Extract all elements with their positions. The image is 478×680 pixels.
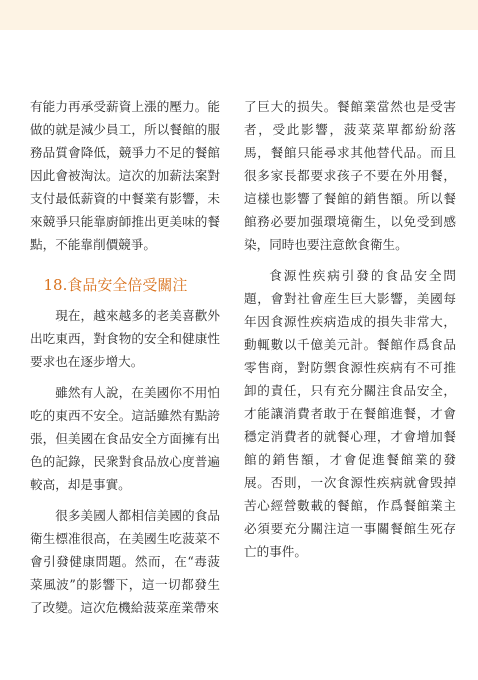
paragraph: 很多美國人都相信美國的食品衛生標准很高，在美國生吃菠菜不會引發健康問題。然而，在“毒菠菜風波”的影響下，這一切都發生了改變。這次危機給菠菜産業帶來 (30, 508, 220, 615)
paragraph-continued: 有能力再承受薪資上漲的壓力。能做的就是減少員工，所以餐館的服務品質會降低，競爭力不足的餐館因此會被淘汰。這次的加薪法案對支付最低薪資的中餐業有影響，未來競爭只能靠廚師推出更美味的餐點，不能靠削價競爭。 (30, 99, 220, 252)
paragraph: 食源性疾病引發的食品安全問題，會對社會産生巨大影響，美國每年因食源性疾病造成的損失非常大，動輒數以千億美元計。餐館作爲食品零售商，對防禦食源性疾病有不可推卸的責任，只有充分關注食品安全，才能讓消費者敢于在餐館進餐，才會穩定消費者的就餐心理，才會增加餐館的銷售額，才會促進餐館業的發展。否則，一次食源性疾病就會毁掉苦心經營數載的餐館，作爲餐館業主必須要充分關注這一事關餐館生死存亡的事件。 (244, 268, 456, 559)
paragraph-continued: 了巨大的损失。餐館業當然也是受害者，受此影響，菠菜菜單都紛紛落馬，餐館只能尋求其他替代品。而且很多家長都要求孩子不要在外用餐，這樣也影響了餐館的銷售額。所以餐館務必要加强環境衛生，以免受到感染，同時也要注意飲食衛生。 (244, 99, 456, 252)
top-decorative-band (0, 0, 478, 30)
right-column (244, 95, 456, 563)
paragraph: 雖然有人說，在美國你不用怕吃的東西不安全。這話雖然有點誇張，但美國在食品安全方面擁有出色的記錄，民衆對食品放心度普遍較高，却是事實。 (30, 385, 220, 492)
paragraph: 現在，越來越多的老美喜歡外出吃東西，對食物的安全和健康性要求也在逐步增大。 (30, 308, 220, 369)
section-heading: 18.食品安全倍受關注 (43, 276, 188, 294)
left-column (30, 95, 220, 619)
